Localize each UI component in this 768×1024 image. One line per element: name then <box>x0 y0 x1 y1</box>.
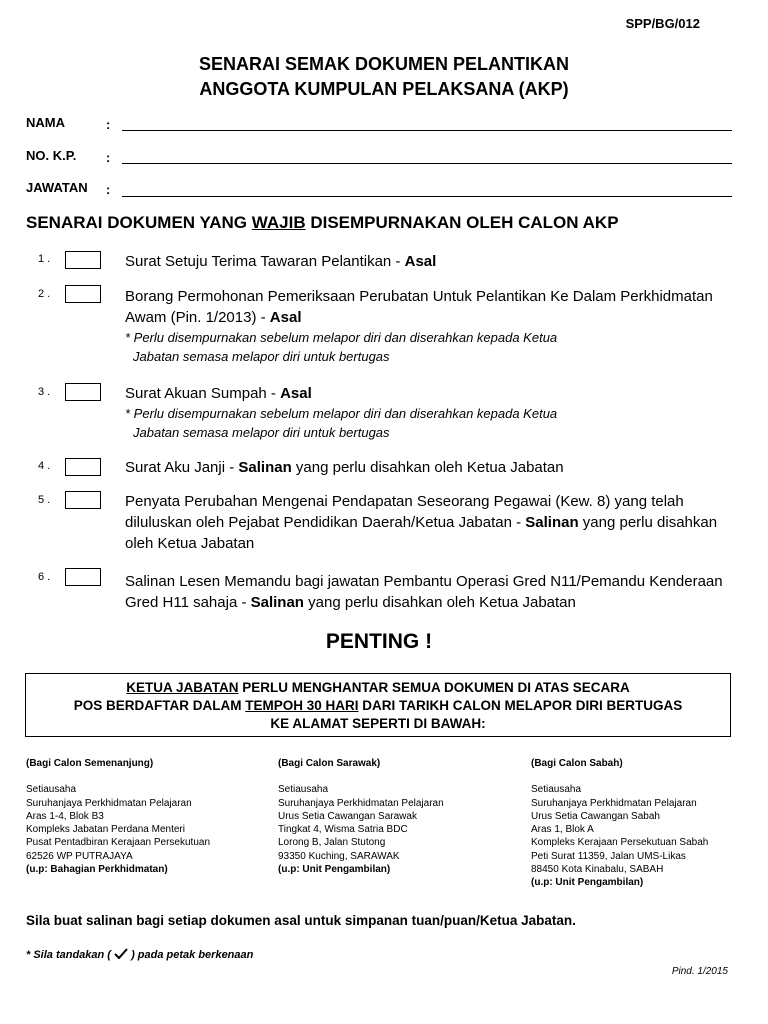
jawatan-input-line[interactable] <box>122 196 732 197</box>
address-sarawak: (Bagi Calon Sarawak) Setiausaha Suruhanjaya Perkhidmatan Pelajaran Urus Setia Cawangan Sarawak Tingkat 4, Wisma Satria BDC Lorong B, Jalan Stutong 93350 Kuching, SARAWAK (u.p: Unit Pengambilan) <box>278 758 444 876</box>
title-line-1: SENARAI SEMAK DOKUMEN PELANTIKAN <box>198 54 569 74</box>
item-text-2: Borang Permohonan Pemeriksaan Perubatan Untuk Pelantikan Ke Dalam Perkhidmatan Awam (Pin. 1/2013) - Asal * Perlu disempurnakan sebelum melapor diri dan diserahkan kepada Ketua Jabatan semasa melapor diri untuk bertugas <box>125 286 725 366</box>
item-number: 6 . <box>38 571 51 583</box>
item-note: * Perlu disempurnakan sebelum melapor diri dan diserahkan kepada Ketua <box>125 330 558 345</box>
checkmark-icon <box>114 948 128 959</box>
address-sabah: (Bagi Calon Sabah) Setiausaha Suruhanjaya Perkhidmatan Pelajaran Urus Setia Cawangan Sabah Aras 1, Blok A Kompleks Kerajaan Persekutuan Sabah Peti Surat 11359, Jalan UMS-Likas 88450 Kota Kinabalu, SABAH (u.p: Unit Pengambilan) <box>531 758 709 889</box>
item-number: 2 . <box>38 288 51 300</box>
notice-line-2: POS BERDAFTAR DALAM TEMPOH 30 HARI DARI TARIKH CALON MELAPOR DIRI BERTUGAS <box>73 698 683 713</box>
notice-line-3: KE ALAMAT SEPERTI DI BAWAH: <box>270 716 486 731</box>
nokp-input-line[interactable] <box>122 163 732 164</box>
item-note: Jabatan semasa melapor diri untuk bertugas <box>133 425 390 440</box>
item-note: * Perlu disempurnakan sebelum melapor diri dan diserahkan kepada Ketua <box>125 406 558 421</box>
checkbox-item-4[interactable] <box>65 458 101 476</box>
item-text-4: Surat Aku Janji - Salinan yang perlu disahkan oleh Ketua Jabatan <box>125 459 564 476</box>
revision-code: Pind. 1/2015 <box>671 966 728 977</box>
section-heading-emphasis: WAJIB <box>251 213 306 232</box>
field-label-nokp: NO. K.P. <box>26 148 77 163</box>
item-number: 5 . <box>38 494 51 506</box>
section-heading: SENARAI DOKUMEN YANG WAJIB DISEMPURNAKAN OLEH CALON AKP <box>26 213 619 232</box>
checkbox-item-2[interactable] <box>65 285 101 303</box>
copy-instruction: Sila buat salinan bagi setiap dokumen asal untuk simpanan tuan/puan/Ketua Jabatan. <box>26 913 576 928</box>
item-text-5: Penyata Perubahan Mengenai Pendapatan Seseorang Pegawai (Kew. 8) yang telah diluluskan oleh Pejabat Pendidikan Daerah/Ketua Jabatan - Salinan yang perlu disahkan oleh Ketua Jabatan <box>125 493 718 552</box>
important-heading: PENTING ! <box>325 630 433 653</box>
tick-instruction: * Sila tandakan ( ) pada petak berkenaan <box>26 949 254 961</box>
checkbox-item-5[interactable] <box>65 491 101 509</box>
field-colon: : <box>106 150 111 165</box>
item-note: Jabatan semasa melapor diri untuk bertugas <box>133 349 390 364</box>
checkbox-item-3[interactable] <box>65 383 101 401</box>
notice-box <box>25 673 731 737</box>
field-colon: : <box>106 117 111 132</box>
field-label-nama: NAMA <box>26 115 65 130</box>
title-line-2: ANGGOTA KUMPULAN PELAKSANA (AKP) <box>199 79 569 99</box>
checkbox-item-6[interactable] <box>65 568 101 586</box>
document-code: SPP/BG/012 <box>625 16 700 31</box>
item-text-6: Salinan Lesen Memandu bagi jawatan Pembantu Operasi Gred N11/Pemandu Kenderaan Gred H11 sahaja - Salinan yang perlu disahkan oleh Ketua Jabatan <box>125 573 723 611</box>
address-semenanjung: (Bagi Calon Semenanjung) Setiausaha Suruhanjaya Perkhidmatan Pelajaran Aras 1-4, Blok B3 Kompleks Jabatan Perdana Menteri Pusat Pentadbiran Kerajaan Persekutuan 62526 WP PUTRAJAYA (u.p: Bahagian Perkhidmatan) <box>26 758 211 876</box>
item-number: 3 . <box>38 386 51 398</box>
item-text-3: Surat Akuan Sumpah - Asal * Perlu disempurnakan sebelum melapor diri dan diserahkan kepada Ketua Jabatan semasa melapor diri untuk bertugas <box>125 383 725 442</box>
field-label-jawatan: JAWATAN <box>26 180 88 195</box>
field-colon: : <box>106 182 111 197</box>
notice-line-1: KETUA JABATAN PERLU MENGHANTAR SEMUA DOKUMEN DI ATAS SECARA <box>126 680 630 695</box>
item-number: 4 . <box>38 460 51 472</box>
checkbox-item-1[interactable] <box>65 251 101 269</box>
item-number: 1 . <box>38 253 51 265</box>
item-text-1: Surat Setuju Terima Tawaran Pelantikan - Asal <box>125 253 437 270</box>
nama-input-line[interactable] <box>122 130 732 131</box>
